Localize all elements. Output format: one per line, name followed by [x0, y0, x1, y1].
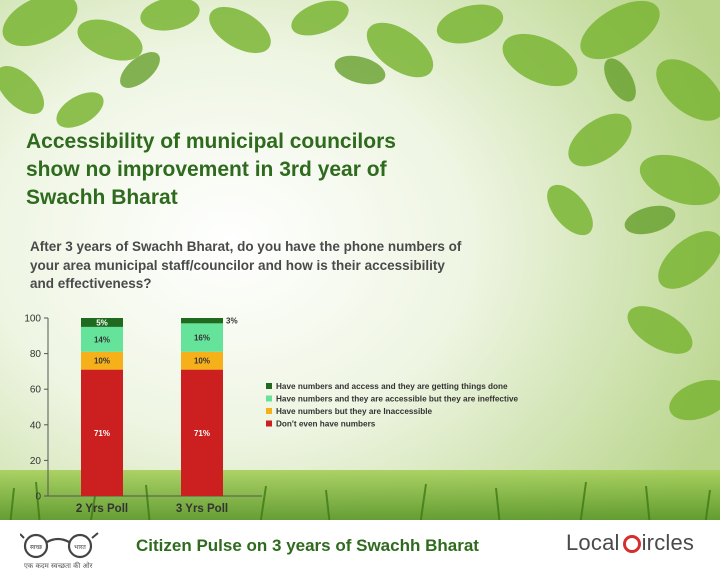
y-tick-label: 100: [24, 313, 41, 325]
logo-left-word: स्वच्छ: [29, 544, 43, 551]
data-label: 10%: [93, 356, 111, 366]
data-label: 3%: [226, 316, 238, 326]
y-tick-label: 80: [29, 349, 41, 361]
legend-swatch: [266, 421, 272, 427]
y-tick-label: 20: [29, 455, 41, 467]
data-label: 14%: [93, 335, 111, 345]
headline-line-3: Swachh Bharat: [26, 186, 178, 209]
legend-label: Have numbers and access and they are getting things done: [276, 382, 508, 391]
y-tick-label: 0: [35, 491, 41, 503]
headline: [26, 128, 466, 212]
localcircles-logo: [566, 530, 694, 556]
legend-label: Have numbers but they are Inaccessible: [276, 407, 433, 416]
headline-line-2: show no improvement in 3rd year of: [26, 158, 387, 181]
stacked-bar-chart: [0, 300, 560, 520]
bar-segment: [181, 318, 223, 323]
data-label: 71%: [93, 428, 111, 438]
legend-label: Have numbers and they are accessible but they are ineffective: [276, 394, 519, 404]
brand-prefix: Local: [566, 530, 620, 555]
footer-tagline: Citizen Pulse on 3 years of Swachh Bharat: [136, 536, 479, 555]
brand-ring-icon: [623, 535, 641, 553]
data-label: 10%: [193, 356, 211, 366]
logo-caption: एक कदम स्वच्छता की ओर: [24, 562, 93, 570]
question-line-1: After 3 years of Swachh Bharat, do you have the phone numbers of: [30, 239, 462, 254]
legend-swatch: [266, 408, 272, 414]
x-tick-label: 2 Yrs Poll: [75, 503, 129, 515]
data-label: 16%: [193, 333, 211, 343]
question-line-3: and effectiveness?: [30, 276, 152, 291]
legend-label: Don't even have numbers: [276, 419, 376, 429]
y-tick-label: 40: [29, 420, 41, 432]
logo-right-word: भारत: [74, 544, 86, 551]
headline-line-1: Accessibility of municipal councilors: [26, 130, 396, 153]
poll-question: [30, 238, 520, 294]
legend-swatch: [266, 383, 272, 389]
legend-swatch: [266, 396, 272, 402]
y-tick-label: 60: [29, 384, 41, 396]
data-label: 5%: [96, 318, 108, 328]
x-tick-label: 3 Yrs Poll: [175, 503, 229, 515]
question-line-2: your area municipal staff/councilor and how is their accessibility: [30, 257, 445, 273]
data-label: 71%: [193, 428, 211, 438]
brand-suffix: ircles: [641, 530, 695, 555]
